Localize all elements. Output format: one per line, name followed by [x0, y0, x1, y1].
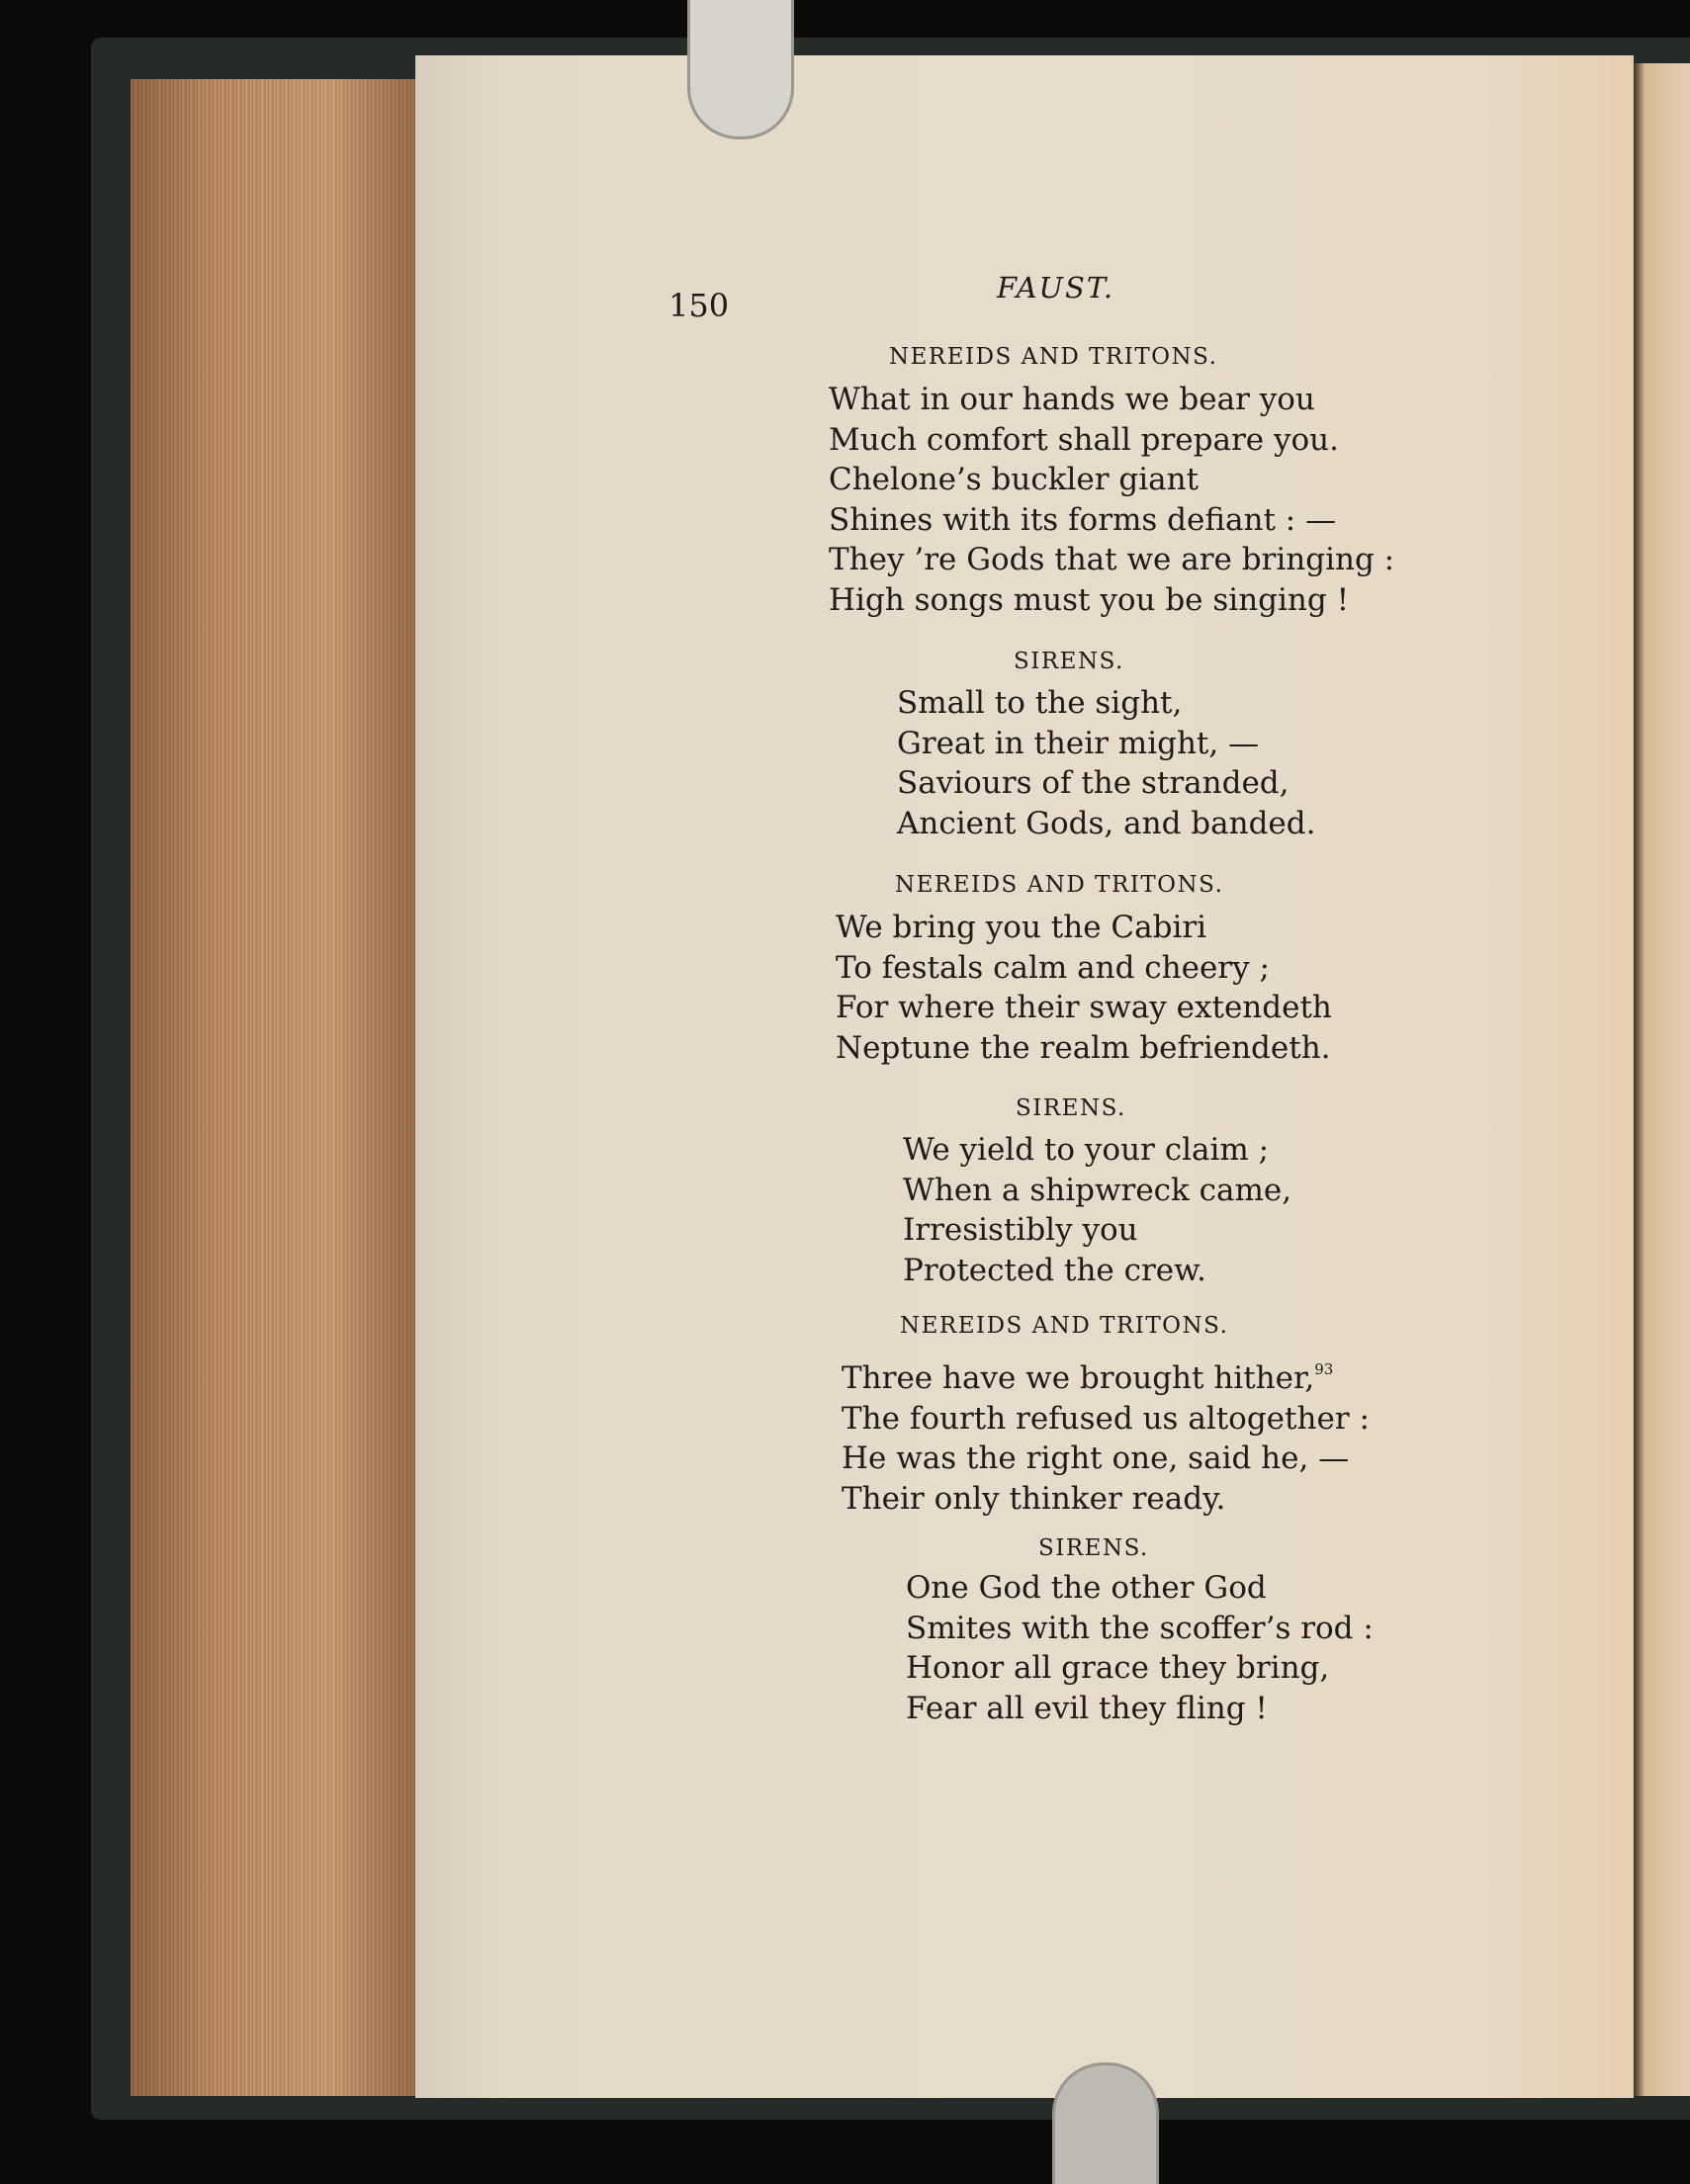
footnote-reference: 93 — [1314, 1360, 1334, 1378]
speaker-heading: SIRENS. — [1038, 1535, 1149, 1561]
verse-line: We yield to your claim ; — [903, 1132, 1270, 1168]
verse-line-text: Three have we brought hither, — [842, 1360, 1315, 1396]
verse-stanza — [842, 1350, 1370, 1519]
speaker-heading: SIRENS. — [1014, 649, 1124, 674]
verse-stanza — [829, 380, 1394, 620]
verse-line: Much comfort shall prepare you. — [829, 421, 1339, 458]
verse-line: Great in their might, — — [897, 725, 1260, 761]
bottom-page-clip — [1052, 2062, 1159, 2184]
verse-line: Honor all grace they bring, — [906, 1650, 1330, 1686]
verse-line: We bring you the Cabiri — [836, 910, 1207, 945]
speaker-heading: NEREIDS AND TRITONS. — [895, 872, 1224, 898]
verse-line: Neptune the realm befriendeth. — [836, 1029, 1331, 1066]
speaker-heading: NEREIDS AND TRITONS. — [889, 344, 1218, 370]
verse-line: They ’re Gods that we are bringing : — [829, 542, 1395, 577]
verse-line: Fear all evil they fling ! — [906, 1690, 1268, 1726]
speaker-heading: NEREIDS AND TRITONS. — [900, 1313, 1229, 1339]
verse-line: Chelone’s buckler giant — [829, 462, 1200, 497]
running-head: FAUST. — [997, 271, 1115, 305]
verse-line: For where their sway extendeth — [836, 990, 1332, 1025]
top-page-clip — [687, 0, 794, 139]
verse-line: High songs must you be singing ! — [829, 581, 1350, 618]
verse-line: Ancient Gods, and banded. — [897, 805, 1316, 841]
verse-line: When a shipwreck came, — [903, 1172, 1292, 1208]
verse-line — [842, 1350, 1370, 1399]
speaker-heading: SIRENS. — [1016, 1095, 1126, 1121]
verse-line: The fourth refused us altogether : — [842, 1400, 1370, 1437]
verse-line: Their only thinker ready. — [842, 1480, 1226, 1517]
verse-line: Small to the sight, — [897, 685, 1183, 721]
verse-line: Shines with its forms defiant : — — [829, 501, 1337, 538]
verse-stanza — [897, 683, 1315, 843]
verse-stanza — [836, 908, 1332, 1068]
verse-line: Saviours of the stranded, — [897, 765, 1290, 801]
page-fore-edge — [131, 79, 419, 2096]
verse-line: One God the other God — [906, 1570, 1267, 1606]
verse-line: What in our hands we bear you — [829, 382, 1315, 417]
verse-stanza — [903, 1130, 1291, 1290]
verse-line: To festals calm and cheery ; — [836, 949, 1270, 986]
verse-line: He was the right one, said he, — — [842, 1441, 1350, 1476]
verse-line: Protected the crew. — [903, 1252, 1206, 1288]
page-number: 150 — [668, 287, 730, 324]
verse-line: Irresistibly you — [903, 1212, 1138, 1248]
verse-stanza — [906, 1568, 1374, 1728]
verse-line: Smites with the scoffer’s rod : — [906, 1610, 1374, 1646]
facing-page-edge — [1634, 63, 1690, 2096]
